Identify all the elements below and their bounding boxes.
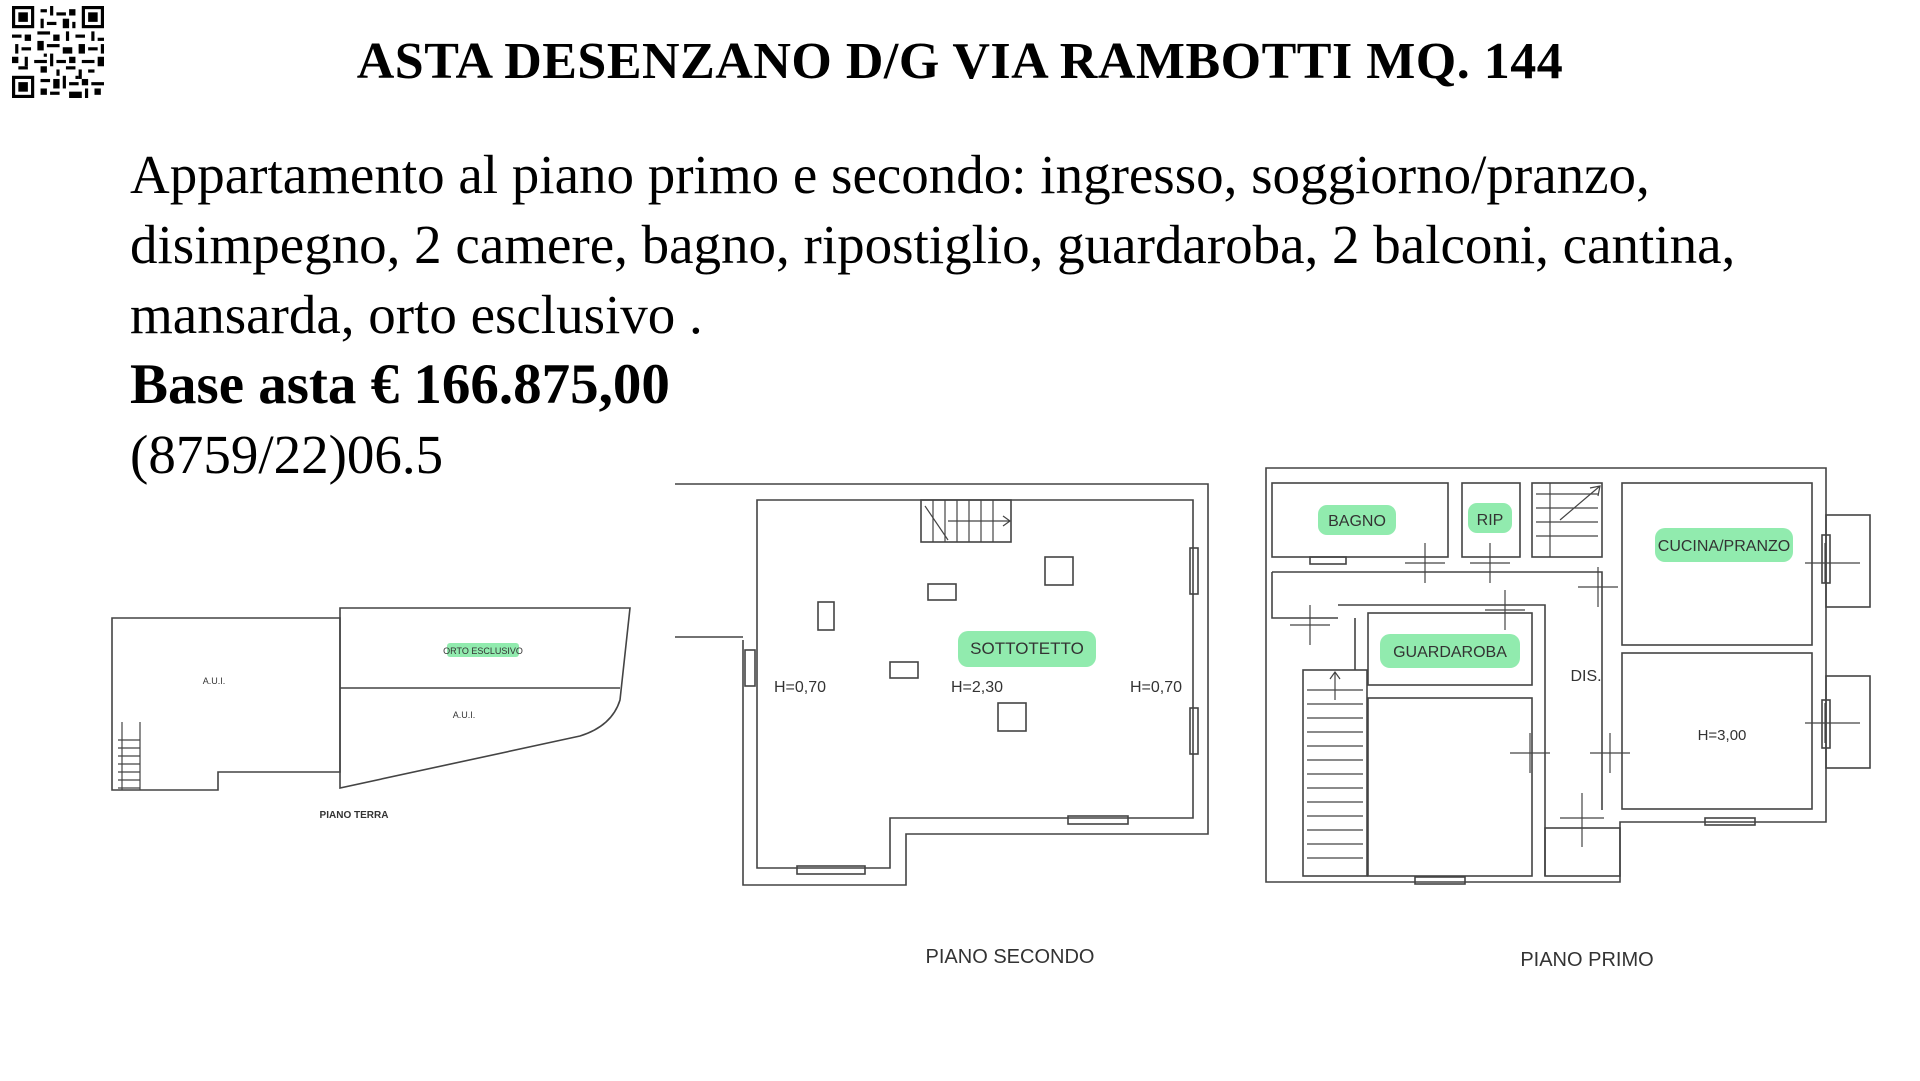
caption-piano-primo: PIANO PRIMO xyxy=(1520,949,1654,971)
auction-base-price: Base asta € 166.875,00 xyxy=(130,353,670,416)
label-dis: DIS. xyxy=(1570,668,1602,685)
label-h-center: H=2,30 xyxy=(950,679,1004,696)
label-h-room: H=3,00 xyxy=(1697,727,1747,744)
label-aui-1: A.U.I. xyxy=(202,676,226,686)
listing-code: (8759/22)06.5 xyxy=(130,424,444,485)
property-description: Appartamento al piano primo e secondo: ingresso, soggiorno/pranzo, disimpegno, 2 camere, bagno, ripostiglio, guardaroba, 2 balconi, cantina, mansarda, orto esclusivo . xyxy=(130,144,1736,345)
label-h-right: H=0,70 xyxy=(1129,679,1183,696)
label-rip: RIP xyxy=(1476,512,1504,529)
label-orto-esclusivo: ORTO ESCLUSIVO xyxy=(443,646,523,656)
label-guardaroba: GUARDAROBA xyxy=(1393,644,1507,661)
floor-plan-piano-secondo xyxy=(675,484,1208,885)
label-sottotetto: SOTTOTETTO xyxy=(970,639,1084,658)
page-title: ASTA DESENZANO D/G VIA RAMBOTTI MQ. 144 xyxy=(356,33,1564,90)
caption-piano-terra: PIANO TERRA xyxy=(319,810,389,821)
caption-piano-secondo: PIANO SECONDO xyxy=(925,946,1095,968)
label-h-left: H=0,70 xyxy=(773,679,827,696)
room-highlights xyxy=(447,503,1793,668)
floor-plan-piano-terra xyxy=(112,608,630,790)
label-bagno: BAGNO xyxy=(1328,513,1386,530)
label-aui-2: A.U.I. xyxy=(452,710,476,720)
label-cucina-pranzo: CUCINA/PRANZO xyxy=(1657,538,1791,555)
